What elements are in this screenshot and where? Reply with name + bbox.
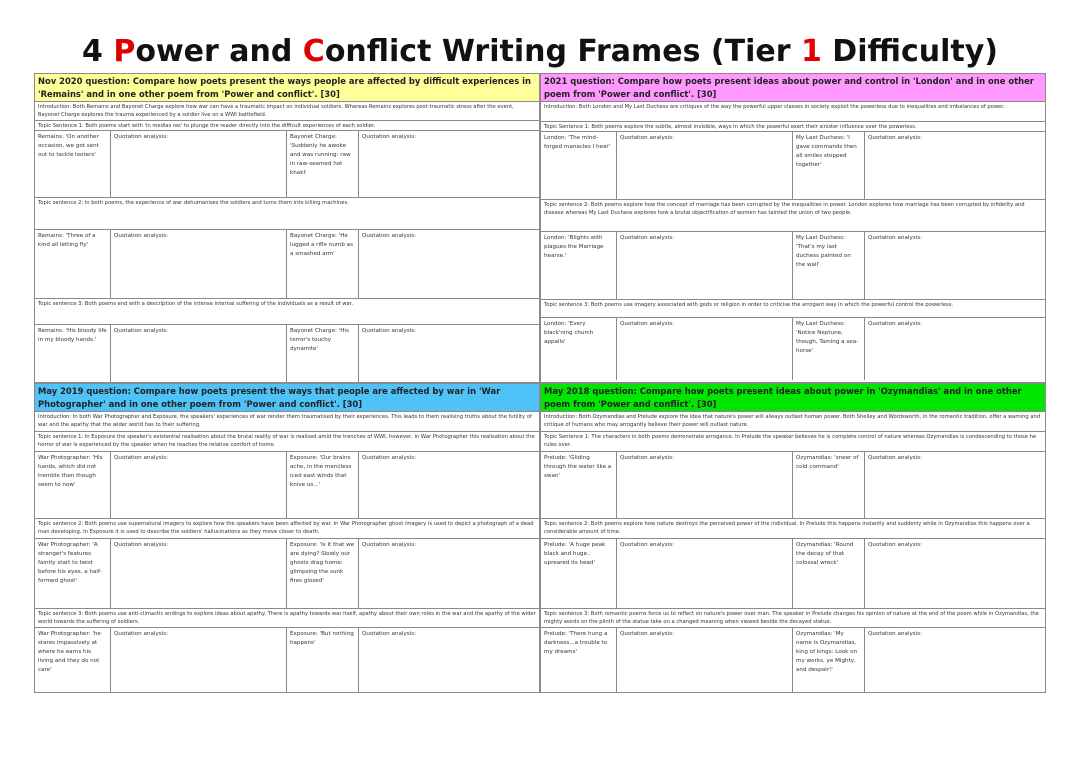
- question-header: 2021 question: Compare how poets present ideas about power and control in 'London' and in one other poem from 'Power and conflict'. [30]: [541, 74, 1045, 102]
- title-red-letter: C: [302, 34, 325, 69]
- quote-left: War Photographer: 'His hands, which did not tremble then though seem to now': [35, 452, 111, 519]
- analysis-box[interactable]: Quotation analysis:: [362, 631, 417, 638]
- quotation-row: [35, 628, 539, 692]
- analysis-box[interactable]: Quotation analysis:: [617, 232, 793, 299]
- analysis-box[interactable]: Quotation analysis:: [362, 542, 417, 549]
- quotation-row: [541, 132, 1045, 200]
- quote-left: London: 'The mind-forged manacles I hear': [541, 132, 617, 199]
- quote-left: Remains: 'On another occasion, we got sent out to tackle looters': [35, 131, 111, 197]
- topic-sentence: Topic sentence 2: Both poems explore how nature destroys the perceived power of the individual. In Prelude this happens instantly and suddenly while in Ozymandias this happens over a considerable amount of time.: [541, 519, 1045, 539]
- quotation-row: [35, 230, 539, 299]
- analysis-box[interactable]: Quotation analysis:: [111, 325, 287, 382]
- topic-sentence: Topic sentence 2: Both poems explore how the concept of marriage has been corrupted by the inequalities in power. London explores how marriage has been corrupted by infidelity and disease whereas My Last Duchess explores how a brutal objectification of women has tainted the union of two people.: [541, 200, 1045, 232]
- analysis-box[interactable]: Quotation analysis:: [868, 321, 923, 327]
- analysis-box[interactable]: Quotation analysis:: [362, 454, 417, 461]
- topic-sentence: Topic Sentence 1: Both poems explore the subtle, almost invisible, ways in which the powerful exert their sinister influence over the powerless.: [541, 122, 1045, 132]
- quote-left: War Photographer: 'A stranger's features faintly start to twist before his eyes, a half-formed ghost': [35, 539, 111, 608]
- frame-may-2019: [34, 383, 540, 693]
- quote-right: My Last Duchess: 'Notice Neptune, though, Taming a sea-horse': [793, 318, 865, 380]
- quotation-row: [35, 539, 539, 609]
- quote-left: Remains: 'His bloody life in my bloody hands.': [35, 325, 111, 382]
- introduction: Introduction: Both Remains and Bayonet Charge explore how war can have a traumatic impact on individual soldiers. Whereas Remains explores post-traumatic stress after the event, Bayonet Charge explores the trauma experienced by a soldier live on a WWI battlefield.: [35, 102, 539, 122]
- quote-left: War Photographer: 'he stares impassively at where he earns his living and they do not care': [35, 628, 111, 692]
- introduction: Introduction: In both War Photographer and Exposure, the speakers' experiences of war render them traumatised by their experiences. This leads to them realising truths about the futility of war and the apathy that the wider world has to their suffering.: [35, 412, 539, 432]
- quote-right: Exposure: 'Our brains ache, in the merciless iced east winds that knive us...': [287, 452, 359, 519]
- topic-sentence: Topic Sentence 1: The characters in both poems demonstrate arrogance. In Prelude the speaker believes he is complete control of nature whereas Ozymandias is condescending to those he rules over.: [541, 432, 1045, 452]
- quote-left: Prelude: 'Gliding through the water like a swan': [541, 452, 617, 519]
- question-header: Nov 2020 question: Compare how poets present the ways people are affected by difficult experiences in 'Remains' and in one other poem from 'Power and conflict'. [30]: [35, 74, 539, 102]
- quote-right: Bayonet Charge: 'Suddenly he awoke and was running: raw in raw-seamed hot khaki': [287, 131, 359, 197]
- quotation-row: [541, 539, 1045, 609]
- quotation-row: [35, 452, 539, 520]
- analysis-box[interactable]: Quotation analysis:: [362, 327, 417, 334]
- analysis-box[interactable]: Quotation analysis:: [617, 539, 793, 608]
- question-header: May 2019 question: Compare how poets present the ways that people are affected by war in 'War Photographer' and in one other poem from 'Power and conflict'. [30]: [35, 384, 539, 412]
- title-text: 4: [82, 34, 114, 69]
- analysis-box[interactable]: Quotation analysis:: [617, 132, 793, 199]
- title-red-letter: 1: [800, 34, 822, 69]
- quotation-row: [541, 628, 1045, 692]
- quote-right: Bayonet Charge: 'He lugged a rifle numb as a smashed arm': [287, 230, 359, 298]
- topic-sentence: Topic sentence 3: Both romantic poems force us to reflect on nature's power over man. The speaker in Prelude changes his opinion of nature at the end of the poem while in Ozymandias, the mighty words on the plinth of the statue take on a changed meaning when viewed beside the decayed statue.: [541, 609, 1045, 629]
- topic-sentence: Topic sentence 3: Both poems end with a description of the intense internal suffering of the individuals as a result of war.: [35, 299, 539, 325]
- page-title: [0, 30, 1080, 74]
- analysis-box[interactable]: Quotation analysis:: [111, 628, 287, 692]
- quote-right: Ozymandias: 'My name is Ozymandias, king of kings: Look on my works, ye Mighty, and despair!': [793, 628, 865, 692]
- analysis-box[interactable]: Quotation analysis:: [868, 454, 923, 461]
- analysis-box[interactable]: Quotation analysis:: [111, 131, 287, 197]
- frame-may-2018: [540, 383, 1046, 693]
- frame-2021: [540, 73, 1046, 383]
- topic-sentence: Topic sentence 2: Both poems use supernatural imagery to explore how the speakers have been affected by war. In War Photographer ghost imagery is used to depict a photograph of a dead man developing. In Exposure it is used to describe the soldiers' hallucinations as they move closer to death.: [35, 519, 539, 539]
- quote-left: Prelude: 'A huge peak black and huge.. upreared its head': [541, 539, 617, 608]
- quotation-row: [541, 318, 1045, 380]
- title-red-letter: P: [113, 34, 136, 69]
- analysis-box[interactable]: Quotation analysis:: [111, 452, 287, 519]
- title-text: onflict Writing Frames (Tier: [324, 34, 801, 69]
- quote-right: Ozymandias: 'Round the decay of that colossal wreck': [793, 539, 865, 608]
- quote-left: Prelude: 'There hung a darkness...a trouble to my dreams': [541, 628, 617, 692]
- question-header: May 2018 question: Compare how poets present ideas about power in 'Ozymandias' and in one other poem from 'Power and conflict'. [30]: [541, 384, 1045, 412]
- topic-sentence: Topic sentence 3: Both poems use imagery associated with gods or religion in order to criticise the arrogant way in which the powerful control the powerless.: [541, 300, 1045, 318]
- analysis-box[interactable]: Quotation analysis:: [362, 134, 417, 141]
- introduction: Introduction: Both London and My Last Duchess are critiques of the way the powerful upper classes in society exploit the powerless due to inequalities and imbalances of power.: [541, 102, 1045, 122]
- quote-left: Remains: 'Three of a kind all letting fly': [35, 230, 111, 298]
- analysis-box[interactable]: Quotation analysis:: [111, 230, 287, 298]
- introduction: Introduction: Both Ozymandias and Prelude explore the idea that nature's power will always outlast human power. Both Shelley and Wordsworth, in the romantic tradition, offer a warning and critique of humans who may arrogantly believe their power will outlast nature.: [541, 412, 1045, 432]
- topic-sentence: Topic Sentence 1: Both poems start with 'in medias res' to plunge the reader directly into the difficult experiences of each soldier.: [35, 121, 539, 131]
- quote-right: My Last Duchess: 'That's my last duchess painted on the wall': [793, 232, 865, 299]
- title-text: ower and: [135, 34, 303, 69]
- quotation-row: [35, 131, 539, 198]
- quote-left: London: 'Every black'ning church appalls': [541, 318, 617, 380]
- analysis-box[interactable]: Quotation analysis:: [868, 235, 923, 241]
- analysis-box[interactable]: Quotation analysis:: [868, 135, 923, 141]
- topic-sentence: Topic sentence 3: Both poems use anti-climactic endings to explore ideas about apathy. There is apathy towards war itself, apathy about their own roles in the war and the apathy of the wider world towards the suffering of soldiers.: [35, 609, 539, 629]
- analysis-box[interactable]: Quotation analysis:: [617, 452, 793, 519]
- title-text: Difficulty): [821, 34, 998, 69]
- analysis-box[interactable]: Quotation analysis:: [617, 318, 793, 380]
- analysis-box[interactable]: Quotation analysis:: [111, 539, 287, 608]
- quote-right: Exposure: 'But nothing happens': [287, 628, 359, 692]
- quote-right: Ozymandias: 'sneer of cold command': [793, 452, 865, 519]
- quotation-row: [541, 452, 1045, 520]
- quotation-row: [35, 325, 539, 382]
- quote-right: My Last Duchess: 'I gave commands then all smiles stopped together': [793, 132, 865, 199]
- analysis-box[interactable]: Quotation analysis:: [617, 628, 793, 692]
- analysis-box[interactable]: Quotation analysis:: [868, 542, 923, 549]
- analysis-box[interactable]: Quotation analysis:: [362, 233, 417, 240]
- quotation-row: [541, 232, 1045, 300]
- topic-sentence: Topic sentence 1: In Exposure the speaker's existential realisation about the brutal reality of war is realised amid the trenches of WWI, however, in War Photographer this realisation about the horror of war is experienced by the speaker when he reaches the relative comfort of home.: [35, 432, 539, 452]
- quote-right: Bayonet Charge: 'His terror's touchy dynamite': [287, 325, 359, 382]
- quote-left: London: 'Blights with plagues the Marriage hearse.': [541, 232, 617, 299]
- quote-right: Exposure: 'Is it that we are dying? Slowly our ghosts drag home: glimpsing the sunk fires glozed': [287, 539, 359, 608]
- frame-nov-2020: [34, 73, 540, 383]
- analysis-box[interactable]: Quotation analysis:: [868, 631, 923, 638]
- topic-sentence: Topic sentence 2: In both poems, the experience of war dehumanises the soldiers and turns them into killing machines.: [35, 198, 539, 230]
